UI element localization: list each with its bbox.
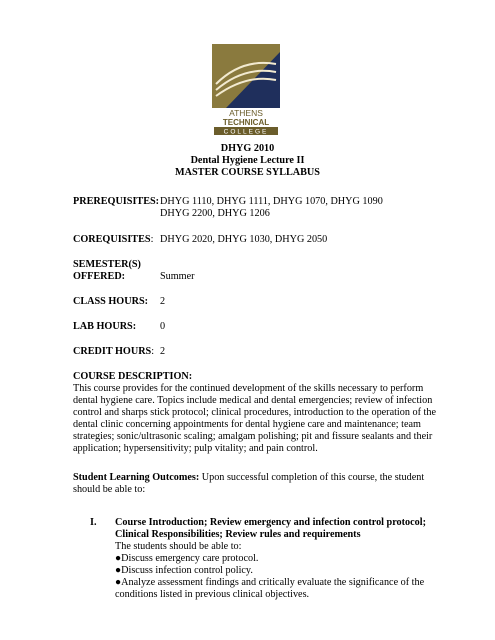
course-description-line: strategies; sonic/ultrasonic scaling; amalgam polishing; pit and fissure sealants and their bbox=[73, 431, 433, 442]
course-code: DHYG 2010 bbox=[220, 143, 275, 154]
athens-technical-college-logo bbox=[212, 44, 280, 136]
student-learning-outcomes bbox=[73, 472, 425, 496]
section-numeral: I. bbox=[90, 517, 97, 528]
logo-name-line1: ATHENS bbox=[229, 108, 263, 118]
semester-label-line2: OFFERED: bbox=[73, 271, 126, 282]
class-hours-row bbox=[73, 296, 166, 308]
document-title: MASTER COURSE SYLLABUS bbox=[175, 167, 320, 178]
section-heading-line2: Clinical Responsibilities; Review rules and requirements bbox=[115, 529, 361, 540]
lab-hours-value: 0 bbox=[160, 321, 166, 332]
course-description-line: dental hygiene care. Topics include medical and dental emergencies; review of infection bbox=[73, 395, 433, 406]
section-bullet: ●Discuss infection control policy. bbox=[115, 565, 253, 576]
course-description-line: control and sharps stick protocol; clinical procedures, introduction to the operation of the bbox=[73, 407, 436, 418]
semester-value: Summer bbox=[160, 271, 195, 282]
course-description-line: This course provides for the continued development of the skills necessary to perform bbox=[73, 383, 424, 394]
course-description-heading: COURSE DESCRIPTION: bbox=[73, 371, 193, 382]
semester-row bbox=[73, 259, 195, 283]
section-bullet: ●Analyze assessment findings and critically evaluate the significance of the bbox=[115, 577, 425, 588]
credit-hours-row bbox=[73, 346, 166, 358]
credit-hours-colon: : bbox=[151, 346, 155, 357]
semester-label-line1: SEMESTER(S) bbox=[73, 259, 141, 270]
corequisites-colon: : bbox=[150, 234, 154, 245]
course-description bbox=[73, 371, 436, 455]
course-description-line: dental clinic concerning appointments for dental hygiene care and maintenance; team bbox=[73, 419, 421, 430]
outcomes-line1 bbox=[73, 472, 425, 484]
corequisites-label: COREQUISITES bbox=[73, 234, 151, 245]
logo-name-line2: TECHNICAL bbox=[222, 118, 270, 127]
corequisites-value: DHYG 2020, DHYG 1030, DHYG 2050 bbox=[160, 234, 328, 245]
syllabus-title-block bbox=[0, 143, 495, 179]
prerequisites-row bbox=[73, 196, 383, 219]
section-heading-line1: Course Introduction; Review emergency and infection control protocol; bbox=[115, 517, 426, 528]
corequisites-row bbox=[73, 234, 328, 246]
logo-name-line3: COLLEGE bbox=[223, 128, 269, 136]
credit-hours-label: CREDIT HOURS bbox=[73, 346, 152, 357]
course-description-line: application; hypersensitivity; pulp vitality; and pain control. bbox=[73, 443, 318, 454]
section-intro: The students should be able to: bbox=[115, 541, 242, 552]
prerequisites-label: PREREQUISITES: bbox=[73, 196, 160, 207]
outcomes-intro: Upon successful completion of this course, the student bbox=[199, 472, 425, 483]
credit-hours-value: 2 bbox=[160, 346, 166, 357]
college-emblem-icon bbox=[212, 44, 280, 136]
section-bullet-continuation: conditions listed in previous clinical objectives. bbox=[115, 589, 310, 600]
lab-hours-label: LAB HOURS: bbox=[73, 321, 137, 332]
outcomes-line2: should be able to: bbox=[73, 484, 146, 495]
outcomes-label: Student Learning Outcomes: bbox=[73, 472, 200, 483]
class-hours-value: 2 bbox=[160, 296, 166, 307]
course-title: Dental Hygiene Lecture II bbox=[190, 155, 305, 166]
prerequisites-value-line1: DHYG 1110, DHYG 1111, DHYG 1070, DHYG 1090 bbox=[160, 196, 383, 207]
section-body bbox=[115, 517, 435, 601]
prerequisites-value-line2: DHYG 2200, DHYG 1206 bbox=[160, 208, 270, 219]
lab-hours-row bbox=[73, 321, 166, 333]
section-bullet: ●Discuss emergency care protocol. bbox=[115, 553, 259, 564]
class-hours-label: CLASS HOURS: bbox=[73, 296, 149, 307]
